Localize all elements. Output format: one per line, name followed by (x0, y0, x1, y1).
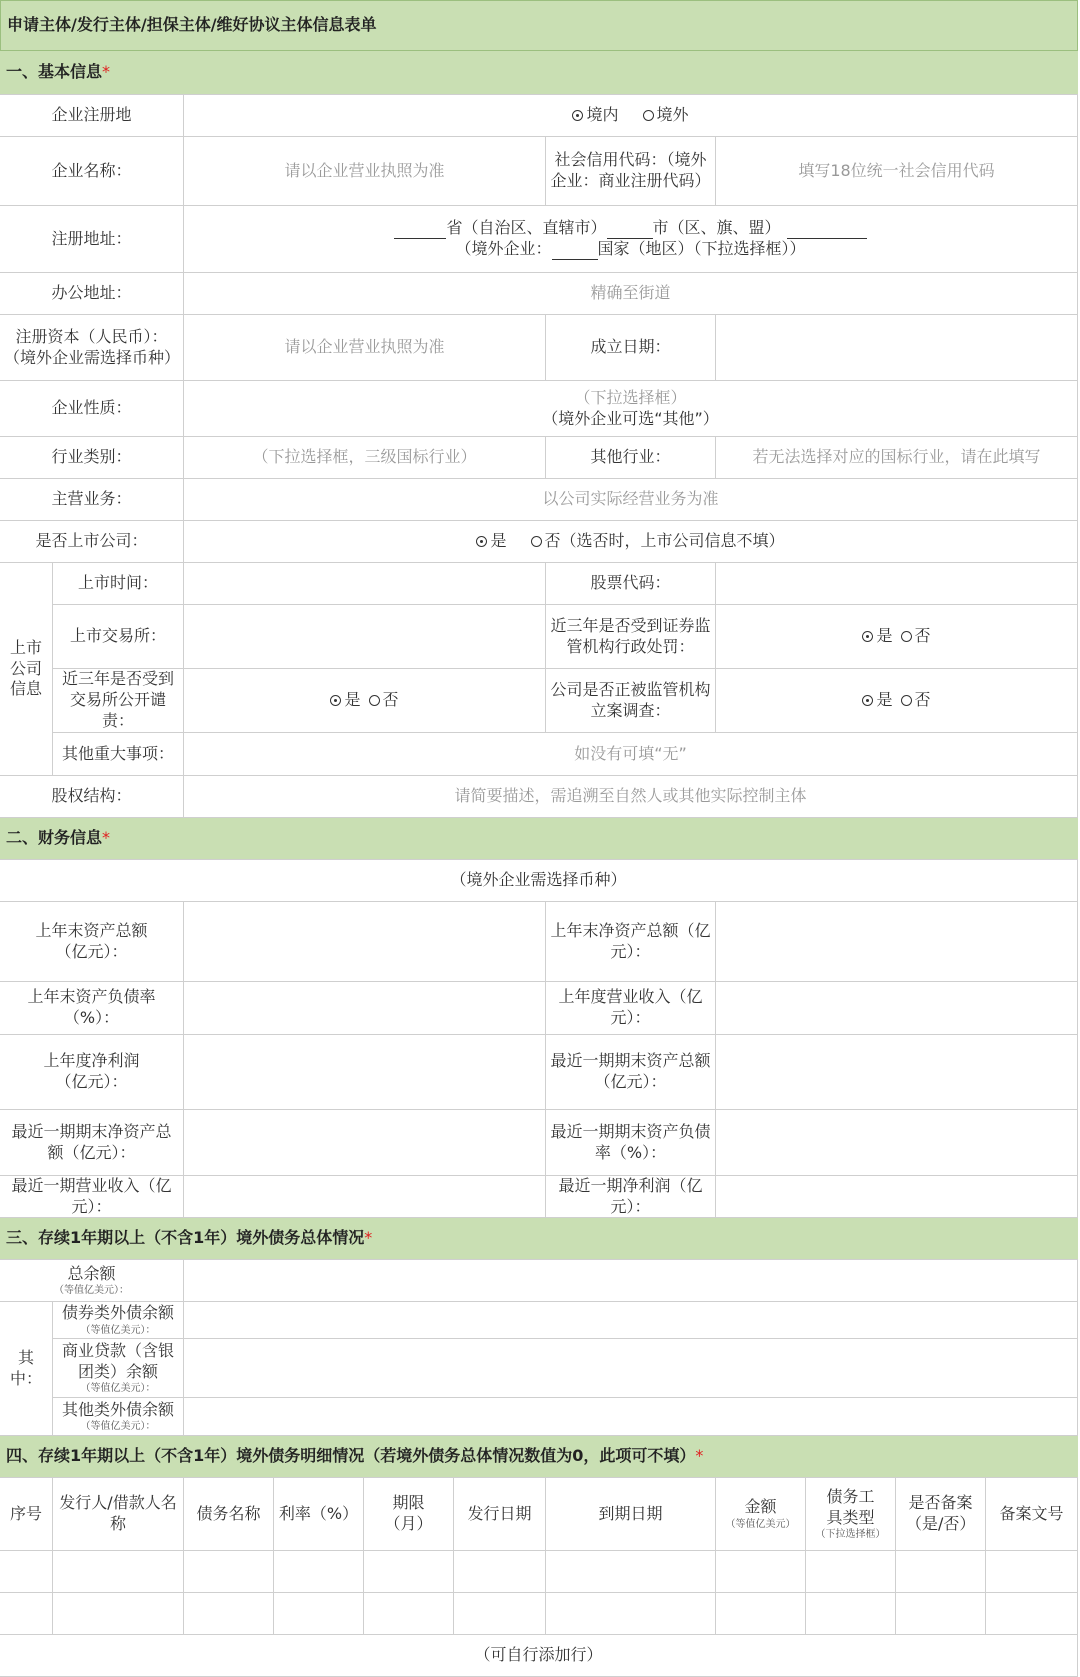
debt-ratio-label: 上年末资产负债率（%）： (0, 982, 184, 1035)
radio-unchecked-icon (901, 695, 912, 706)
net-assets-label: 上年末净资产总额（亿元）： (546, 902, 716, 982)
main-business-input[interactable]: 以公司实际经营业务为准 (184, 479, 1078, 521)
total-assets-input[interactable] (184, 902, 546, 982)
is-listed-radio-group (184, 521, 1078, 563)
net-assets-input[interactable] (716, 902, 1078, 982)
equity-structure-label: 股权结构： (0, 776, 184, 818)
credit-code-label: 社会信用代码：（境外企业：商业注册代码） (546, 137, 716, 206)
table-row-cell[interactable] (274, 1551, 364, 1593)
recent-net-profit-label: 最近一期净利润（亿元）： (546, 1176, 716, 1218)
other-industry-input[interactable]: 若无法选择对应的国标行业，请在此填写 (716, 437, 1078, 479)
listed-yes-radio[interactable]: 是 (476, 531, 506, 552)
table-row-cell[interactable] (716, 1593, 806, 1635)
other-debt-label: 其他类外债余额 （等值亿美元）： (53, 1398, 184, 1436)
country-blank[interactable] (552, 245, 598, 260)
company-nature-select[interactable]: （下拉选择框） （境外企业可选“其他”） (184, 381, 1078, 437)
sec-penalty-label: 近三年是否受到证券监管机构行政处罚： (546, 605, 716, 669)
radio-unchecked-icon (901, 631, 912, 642)
reg-place-radio-group (184, 95, 1078, 137)
table-row-cell[interactable] (986, 1551, 1078, 1593)
col-due-date-header: 到期日期 (546, 1478, 716, 1551)
reg-place-label: 企业注册地 (0, 95, 184, 137)
other-matters-input[interactable]: 如没有可填“无” (184, 733, 1078, 776)
recent-debt-ratio-label: 最近一期期末资产负债率（%）： (546, 1110, 716, 1176)
section-basic-info: 一、基本信息 * (0, 51, 1078, 95)
total-assets-label: 上年末资产总额（亿元）： (0, 902, 184, 982)
col-filed-header: 是否备案（是/否） (896, 1478, 986, 1551)
col-term-header: 期限（月） (364, 1478, 454, 1551)
company-name-label: 企业名称： (0, 137, 184, 206)
listed-no-radio[interactable]: 否（选否时，上市公司信息不填） (531, 531, 785, 552)
est-date-input[interactable] (716, 315, 1078, 381)
col-issue-date-header: 发行日期 (454, 1478, 546, 1551)
table-row-cell[interactable] (274, 1593, 364, 1635)
table-row-cell[interactable] (806, 1593, 896, 1635)
stock-code-input[interactable] (716, 563, 1078, 605)
industry-label: 行业类别： (0, 437, 184, 479)
col-seq-header: 序号 (0, 1478, 53, 1551)
add-rows-note[interactable]: （可自行添加行） (0, 1635, 1078, 1677)
reg-address-input[interactable] (184, 206, 1078, 273)
recent-net-assets-label: 最近一期期末净资产总额（亿元）： (0, 1110, 184, 1176)
other-matters-label: 其他重大事项： (53, 733, 184, 776)
table-row-cell[interactable] (184, 1593, 274, 1635)
section-debt-detail: 四、存续1年期以上（不含1年）境外债务明细情况（若境外债务总体情况数值为0，此项可不填） * (0, 1436, 1078, 1478)
col-filing-no-header: 备案文号 (986, 1478, 1078, 1551)
office-address-input[interactable]: 精确至街道 (184, 273, 1078, 315)
radio-checked-icon (330, 695, 341, 706)
exchange-input[interactable] (184, 605, 546, 669)
table-row-cell[interactable] (53, 1593, 184, 1635)
office-address-label: 办公地址： (0, 273, 184, 315)
total-balance-label: 总余额 （等值亿美元）： (0, 1260, 184, 1302)
list-time-input[interactable] (184, 563, 546, 605)
total-balance-input[interactable] (184, 1260, 1078, 1302)
reg-place-domestic-radio[interactable]: 境内 (572, 105, 618, 126)
radio-unchecked-icon (643, 110, 654, 121)
revenue-label: 上年度营业收入（亿元）： (546, 982, 716, 1035)
col-tool-type-header: 债务工具类型 （下拉选择框） (806, 1478, 896, 1551)
equity-structure-input[interactable]: 请简要描述，需追溯至自然人或其他实际控制主体 (184, 776, 1078, 818)
stock-code-label: 股票代码： (546, 563, 716, 605)
table-row-cell[interactable] (896, 1593, 986, 1635)
other-industry-label: 其他行业： (546, 437, 716, 479)
sec-penalty-yes-radio[interactable]: 是 (862, 626, 892, 647)
loan-debt-input[interactable] (184, 1339, 1078, 1398)
company-nature-label: 企业性质： (0, 381, 184, 437)
reg-address-label: 注册地址： (0, 206, 184, 273)
recent-revenue-label: 最近一期营业收入（亿元）： (0, 1176, 184, 1218)
form-title: 申请主体/发行主体/担保主体/维好协议主体信息表单 (0, 0, 1078, 51)
section-debt-overview: 三、存续1年期以上（不含1年）境外债务总体情况 * (0, 1218, 1078, 1260)
main-business-label: 主营业务： (0, 479, 184, 521)
bond-debt-label: 债券类外债余额 （等值亿美元）： (53, 1302, 184, 1339)
recent-total-assets-label: 最近一期期末资产总额（亿元）： (546, 1035, 716, 1110)
sec-penalty-no-radio[interactable]: 否 (901, 626, 931, 647)
col-debt-name-header: 债务名称 (184, 1478, 274, 1551)
exch-reprimand-radio-group (184, 669, 546, 733)
is-listed-label: 是否上市公司： (0, 521, 184, 563)
table-row-cell[interactable] (546, 1551, 716, 1593)
table-row-cell[interactable] (986, 1593, 1078, 1635)
reg-place-overseas-radio[interactable]: 境外 (643, 105, 689, 126)
recent-net-profit-input[interactable] (716, 1176, 1078, 1218)
city-blank[interactable] (607, 224, 653, 239)
table-row-cell[interactable] (454, 1593, 546, 1635)
net-profit-label: 上年度净利润（亿元）： (0, 1035, 184, 1110)
bond-debt-input[interactable] (184, 1302, 1078, 1339)
investigation-no-radio[interactable]: 否 (901, 690, 931, 711)
reg-address-line2: （境外企业： 国家（地区）（下拉选择框）） (455, 239, 806, 258)
reg-address-line1: 省（自治区、直辖市） 市（区、旗、盟） (394, 218, 866, 239)
table-row-cell[interactable] (184, 1551, 274, 1593)
recent-debt-ratio-input[interactable] (716, 1110, 1078, 1176)
radio-unchecked-icon (369, 695, 380, 706)
radio-unchecked-icon (531, 536, 542, 547)
credit-code-input[interactable]: 填写18位统一社会信用代码 (716, 137, 1078, 206)
under-investigation-radio-group (716, 669, 1078, 733)
radio-checked-icon (572, 110, 583, 121)
sec-penalty-radio-group (716, 605, 1078, 669)
table-row-cell[interactable] (364, 1551, 454, 1593)
table-row-cell[interactable] (364, 1593, 454, 1635)
table-row-cell[interactable] (546, 1593, 716, 1635)
investigation-yes-radio[interactable]: 是 (862, 690, 892, 711)
province-blank[interactable] (394, 224, 446, 239)
radio-checked-icon (862, 695, 873, 706)
recent-total-assets-input[interactable] (716, 1035, 1078, 1110)
listed-info-group-label: 上市公司信息 (0, 563, 53, 776)
radio-checked-icon (862, 631, 873, 642)
table-row-cell[interactable] (806, 1551, 896, 1593)
currency-note: （境外企业需选择币种） (0, 860, 1078, 902)
reg-capital-label: 注册资本（人民币）：（境外企业需选择币种） (0, 315, 184, 381)
district-blank[interactable] (787, 224, 867, 239)
other-debt-input[interactable] (184, 1398, 1078, 1436)
exch-reprimand-yes-radio[interactable]: 是 (330, 690, 360, 711)
section-finance-info: 二、财务信息 * (0, 818, 1078, 860)
table-row-cell[interactable] (896, 1551, 986, 1593)
table-row-cell[interactable] (716, 1551, 806, 1593)
reg-capital-input[interactable]: 请以企业营业执照为准 (184, 315, 546, 381)
under-investigation-label: 公司是否正被监管机构立案调查： (546, 669, 716, 733)
list-time-label: 上市时间： (53, 563, 184, 605)
radio-checked-icon (476, 536, 487, 547)
col-amount-header: 金额 （等值亿美元） (716, 1478, 806, 1551)
company-name-input[interactable]: 请以企业营业执照为准 (184, 137, 546, 206)
exchange-label: 上市交易所： (53, 605, 184, 669)
revenue-input[interactable] (716, 982, 1078, 1035)
loan-debt-label: 商业贷款（含银团类）余额 （等值亿美元）： (53, 1339, 184, 1398)
exch-reprimand-label: 近三年是否受到交易所公开谴责： (53, 669, 184, 733)
industry-select[interactable]: （下拉选择框，三级国标行业） (184, 437, 546, 479)
debt-ratio-input[interactable] (184, 982, 546, 1035)
table-row-cell[interactable] (0, 1551, 53, 1593)
table-row-cell[interactable] (0, 1593, 53, 1635)
recent-net-assets-input[interactable] (184, 1110, 546, 1176)
table-row-cell[interactable] (454, 1551, 546, 1593)
est-date-label: 成立日期： (546, 315, 716, 381)
col-issuer-header: 发行人/借款人名称 (53, 1478, 184, 1551)
of-which-label: 其中： (0, 1302, 53, 1436)
exch-reprimand-no-radio[interactable]: 否 (369, 690, 399, 711)
net-profit-input[interactable] (184, 1035, 546, 1110)
col-rate-header: 利率（%） (274, 1478, 364, 1551)
recent-revenue-input[interactable] (184, 1176, 546, 1218)
table-row-cell[interactable] (53, 1551, 184, 1593)
